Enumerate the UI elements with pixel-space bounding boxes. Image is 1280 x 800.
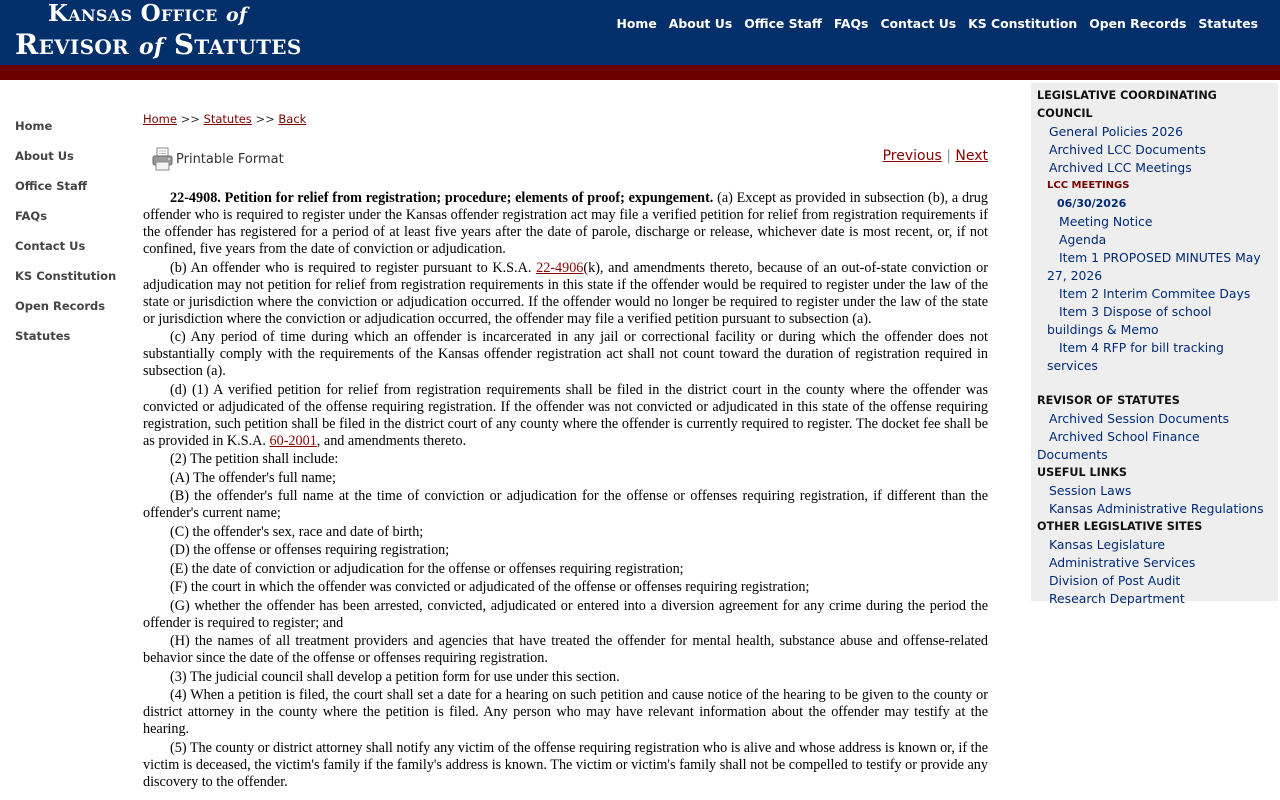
statute-item-D: (D) the offense or offenses requiring registration; [170, 542, 450, 558]
statute-text [143, 190, 988, 792]
lcc-general-policies-link[interactable]: General Policies 2026 [1049, 124, 1184, 139]
topnav-office-staff[interactable]: Office Staff [744, 16, 822, 31]
printer-icon [152, 147, 173, 171]
paragraph-text: (k), and amendments thereto, because of an out-of-state conviction or adjudication may not petition for relief from registration requirements in this state if the offender would be required to register under the law of the state or jurisdiction where the conviction or adjudication occurred. If the offender would no longer be required to register under the law of the state or jurisdiction where the conviction or adjudication occurred, the offender may file a verified petition pursuant to subsection (a). [143, 259, 988, 327]
lcc-heading: LEGISLATIVE COORDINATING COUNCIL [1037, 89, 1217, 120]
statute-paragraph-4: (4) When a petition is filed, the court shall set a date for a hearing on such petition and cause notice of the hearing to be given to the county or district attorney in the county where the petition is filed. Any person who may have relevant information about the offender may testify at the hearing. [143, 687, 988, 737]
archived-session-documents-link[interactable]: Archived Session Documents [1049, 411, 1230, 426]
right-sidebar [1031, 83, 1278, 606]
session-laws-link[interactable]: Session Laws [1049, 483, 1132, 498]
administrative-services-link[interactable]: Administrative Services [1049, 555, 1196, 570]
leftnav-open-records[interactable]: Open Records [15, 299, 106, 313]
research-department-link[interactable]: Research Department [1049, 591, 1185, 606]
pagination [883, 148, 988, 164]
breadcrumb [143, 112, 306, 126]
next-link[interactable]: Next [955, 148, 988, 164]
kansas-admin-regulations-link[interactable]: Kansas Administrative Regulations [1049, 501, 1264, 516]
pagination-divider: | [941, 148, 956, 164]
statute-item-C: (C) the offender's sex, race and date of birth; [170, 523, 424, 540]
topnav-ks-constitution[interactable]: KS Constitution [968, 16, 1078, 31]
agenda-link[interactable]: Agenda [1059, 232, 1107, 247]
statute-item-A: (A) The offender's full name; [170, 469, 336, 486]
other-sites-heading: OTHER LEGISLATIVE SITES [1037, 520, 1203, 533]
post-audit-link[interactable]: Division of Post Audit [1049, 573, 1181, 588]
paragraph-text: (d) (1) A verified petition for relief from registration requirements shall be filed in the district court in the county where the offender was convicted or adjudicated of the offense requiring registration. If the offender was not convicted or adjudicated in this state of the offense requiring registration, such petition shall be filed in the district court of any county where the offender is currently required to register. The docket fee shall be as provided in K.S.A. [143, 381, 988, 449]
leftnav-about-us[interactable]: About Us [15, 149, 74, 163]
statute-item-G: (G) whether the offender has been arrested, convicted, adjudicated or entered into a diversion agreement for any crime during the period the offender is required to register; and [143, 597, 988, 631]
header-accent-bar [0, 65, 1280, 80]
statute-paragraph-b [143, 260, 988, 328]
statute-paragraph-a [143, 190, 988, 258]
paragraph-text: (a) Except as provided in subsection (b), a drug offender who is required to register under the Kansas offender registration act may file a verified petition for relief from registration requirements if the offender has registered for a period of at least five years after the date of parole, discharge or release, whichever date is most recent, or, if not confined, five years from the date of conviction or adjudication. [143, 190, 988, 257]
ksa-22-4906-link[interactable]: 22-4906 [536, 259, 584, 276]
topnav-contact-us[interactable]: Contact Us [880, 16, 957, 31]
top-navigation [617, 16, 1258, 31]
statute-paragraph-5: (5) The county or district attorney shall notify any victim of the offense requiring registration who is alive and whose address is known or, if the victim is deceased, the victim's family if the family's address is known. The victim or victim's family shall not be compelled to testify or provide any discovery to the offender. [143, 739, 988, 790]
item-3-school-buildings-link[interactable]: Item 3 Dispose of school buildings & Memo [1047, 304, 1212, 337]
breadcrumb-separator: >> [251, 112, 279, 126]
topnav-open-records[interactable]: Open Records [1089, 16, 1187, 31]
leftnav-contact-us[interactable]: Contact Us [15, 239, 86, 253]
lcc-archived-meetings-link[interactable]: Archived LCC Meetings [1049, 160, 1192, 175]
revisor-heading: REVISOR OF STATUTES [1037, 394, 1180, 407]
leftnav-ks-constitution[interactable]: KS Constitution [15, 269, 117, 283]
topnav-statutes[interactable]: Statutes [1198, 16, 1258, 31]
useful-links-heading: USEFUL LINKS [1037, 466, 1127, 479]
meeting-notice-link[interactable]: Meeting Notice [1059, 214, 1153, 229]
leftnav-statutes[interactable]: Statutes [15, 329, 71, 343]
topnav-home[interactable]: Home [616, 16, 657, 31]
paragraph-text: , and amendments thereto. [316, 432, 467, 449]
printable-format-button[interactable] [152, 147, 284, 171]
logo-line-2[interactable]: Revisor of Statutes [15, 28, 302, 61]
statute-paragraph-c: (c) Any period of time during which an offender is incarcerated in any jail or correctional facility or during which the offender does not substantially comply with the requirements of the Kansas offender registration act shall not count toward the duration of registration required in subsection (a). [143, 329, 988, 379]
statute-paragraph-d1 [143, 382, 988, 450]
statute-item-H: (H) the names of all treatment providers and agencies that have treated the offender for mental health, substance abuse and offense-related behavior since the date of the offense or offenses requiring registration. [143, 633, 988, 666]
topnav-about-us[interactable]: About Us [668, 16, 733, 31]
item-4-rfp-link[interactable]: Item 4 RFP for bill tracking services [1047, 340, 1224, 373]
lcc-archived-documents-link[interactable]: Archived LCC Documents [1049, 142, 1206, 157]
previous-link[interactable]: Previous [882, 148, 942, 164]
statute-paragraph-d2: (2) The petition shall include: [170, 451, 339, 467]
leftnav-faqs[interactable]: FAQs [15, 209, 48, 223]
kansas-legislature-link[interactable]: Kansas Legislature [1049, 537, 1166, 552]
breadcrumb-statutes-link[interactable]: Statutes [203, 112, 252, 126]
statute-item-E: (E) the date of conviction or adjudication for the offense or offenses requiring registration; [170, 560, 684, 577]
lcc-meetings-label: LCC MEETINGS [1047, 180, 1130, 191]
leftnav-office-staff[interactable]: Office Staff [15, 179, 88, 193]
breadcrumb-home-link[interactable]: Home [143, 112, 177, 126]
printable-format-label: Printable Format [176, 151, 284, 167]
archived-school-finance-link[interactable]: Archived School Finance Documents [1037, 429, 1200, 462]
ksa-60-2001-link[interactable]: 60-2001 [269, 432, 317, 449]
topnav-faqs[interactable]: FAQs [833, 16, 869, 31]
breadcrumb-separator: >> [176, 112, 204, 126]
item-1-minutes-link[interactable]: Item 1 PROPOSED MINUTES May 27, 2026 [1047, 250, 1261, 283]
meeting-date: 06/30/2026 [1057, 197, 1127, 210]
paragraph-text: (b) An offender who is required to register pursuant to K.S.A. [170, 259, 537, 276]
statute-heading: 22-4908. Petition for relief from registration; procedure; elements of proof; expungement. [170, 190, 714, 206]
left-navigation [15, 119, 135, 359]
logo-line-1[interactable]: Kansas Office of [48, 0, 248, 27]
statute-item-B: (B) the offender's full name at the time of conviction or adjudication for the offense or offenses requiring registration, if different than the offender's current name; [143, 488, 988, 521]
statute-paragraph-3: (3) The judicial council shall develop a petition form for use under this section. [170, 668, 620, 685]
leftnav-home[interactable]: Home [15, 119, 53, 133]
item-2-interim-days-link[interactable]: Item 2 Interim Commitee Days [1059, 286, 1251, 301]
breadcrumb-back-link[interactable]: Back [278, 112, 307, 126]
statute-item-F: (F) the court in which the offender was convicted or adjudicated of the offense or offenses requiring registration; [170, 579, 810, 595]
